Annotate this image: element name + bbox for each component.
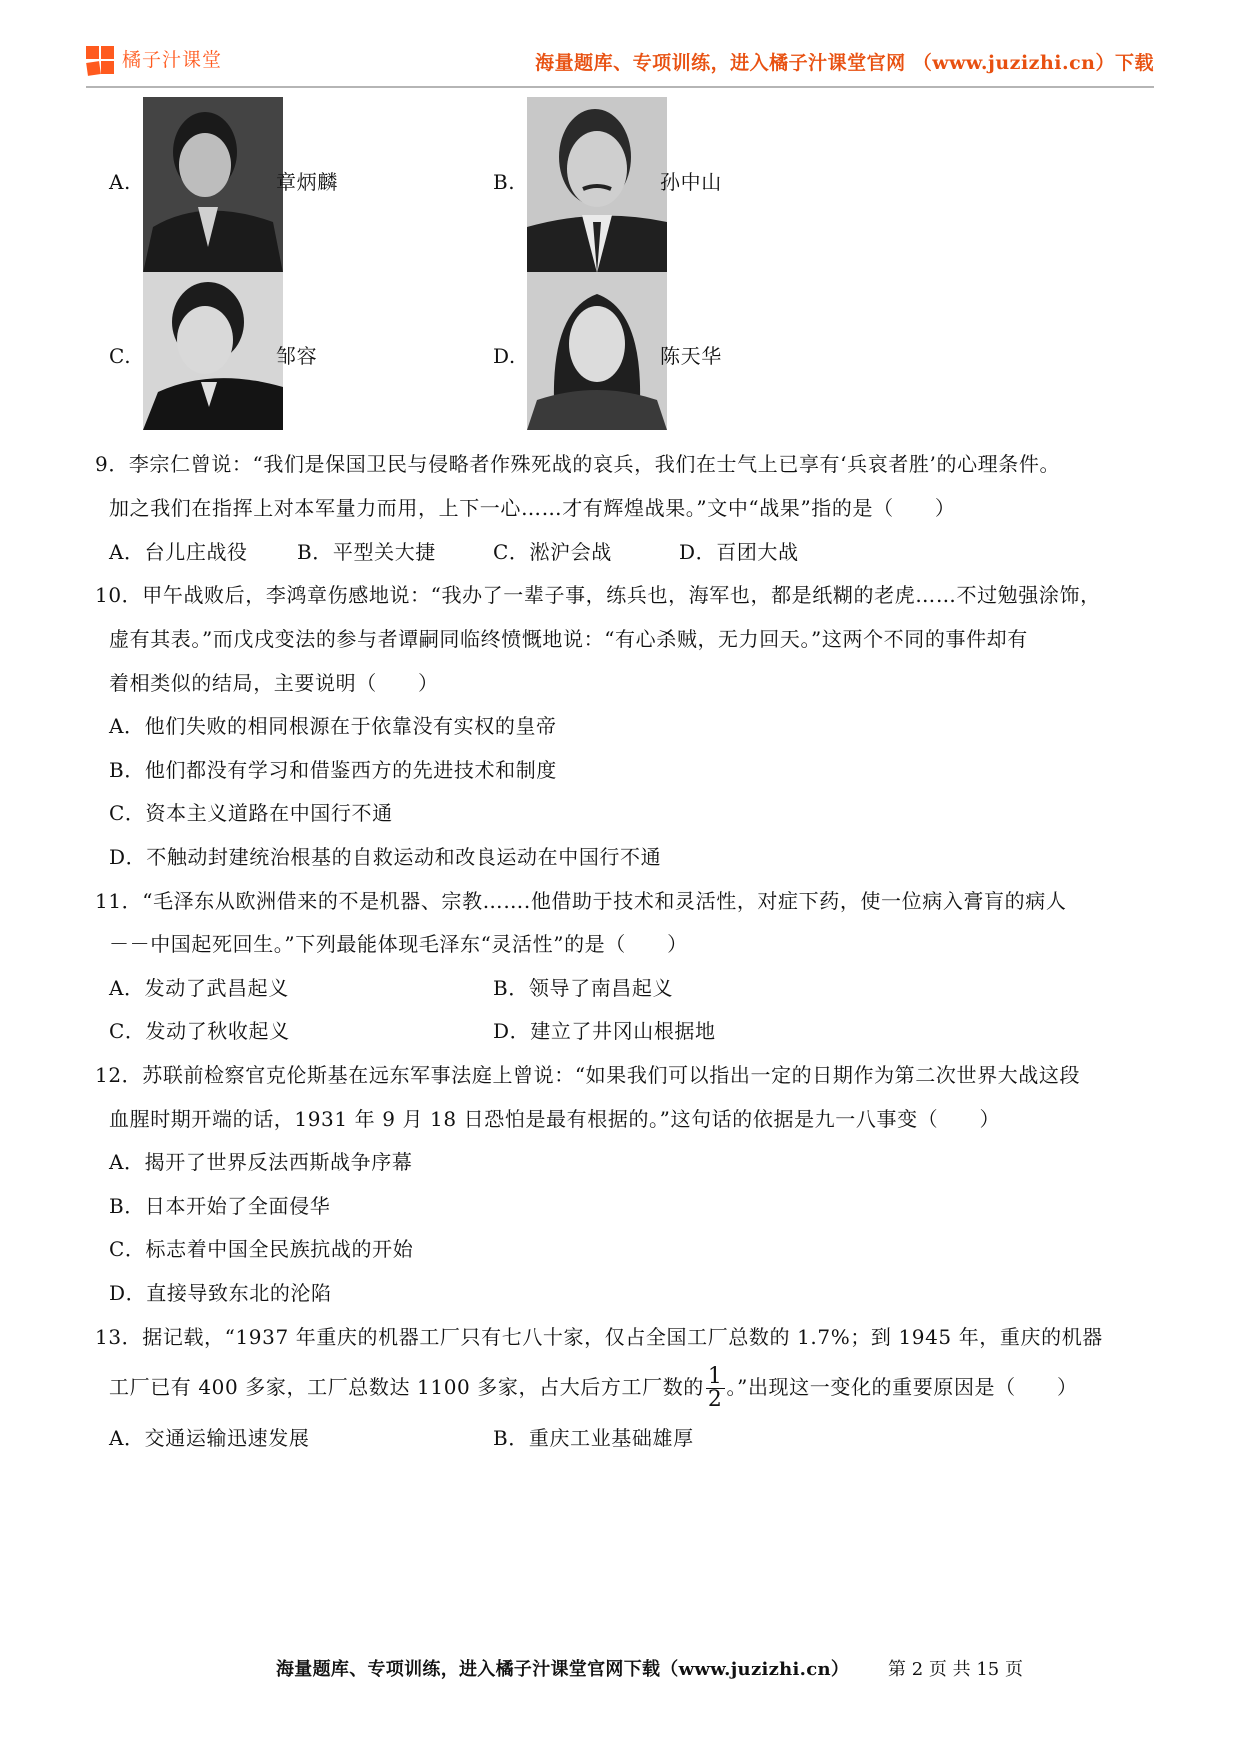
q9-option-d[interactable]: D．百团大战 [679,540,799,564]
option-name: 邹容 [276,344,318,368]
question-12-line: 12．苏联前检察官克伦斯基在远东军事法庭上曾说：“如果我们可以指出一定的日期作为第二次世界大战这段 [95,1063,1081,1087]
option-letter: A. [109,170,132,194]
q10-option-d[interactable]: D．不触动封建统治根基的自救运动和改良运动在中国行不通 [109,845,662,869]
q9-option-c[interactable]: C．淞沪会战 [493,540,612,564]
header-slogan[interactable]: 海量题库、专项训练，进入橘子汁课堂官网 （www.juzizhi.cn）下载 [535,52,1154,74]
q11-option-a[interactable]: A．发动了武昌起义 [109,976,289,1000]
portrait-image [527,97,667,273]
fraction [706,1366,725,1411]
q10-option-b[interactable]: B．他们都没有学习和借鉴西方的先进技术和制度 [109,758,557,782]
page-number: 第 2 页 共 15 页 [888,1659,1023,1680]
q9-option-b[interactable]: B．平型关大捷 [297,540,436,564]
question-10-line: 10．甲午战败后，李鸿章伤感地说：“我办了一辈子事，练兵也，海军也，都是纸糊的老虎……不过勉强涂饰， [95,583,1101,607]
fraction-denominator: 2 [707,1387,723,1412]
footer-slogan[interactable]: 海量题库、专项训练，进入橘子汁课堂官网下载（www.juzizhi.cn） [276,1659,850,1680]
question-11-line: －－中国起死回生。”下列最能体现毛泽东“灵活性”的是（ ） [109,932,688,956]
question-13-line: 13．据记载，“1937 年重庆的机器工厂只有七八十家，仅占全国工厂总数的 1.7%；到 1945 年，重庆的机器 [95,1325,1103,1349]
option-name: 孙中山 [660,170,722,194]
portrait-image [143,97,283,273]
q12-option-d[interactable]: D．直接导致东北的沦陷 [109,1281,332,1305]
q11-option-b[interactable]: B．领导了南昌起义 [493,976,674,1000]
brand-name: 橘子汁课堂 [122,49,223,71]
question-10-line: 虚有其表。”而戊戌变法的参与者谭嗣同临终愤慨地说：“有心杀贼，无力回天。”这两个不同的事件却有 [109,627,1028,651]
option-name: 章炳麟 [276,170,338,194]
q10-option-a[interactable]: A．他们失败的相同根源在于依靠没有实权的皇帝 [109,714,557,738]
portrait-image [527,272,667,430]
q13-option-b[interactable]: B．重庆工业基础雄厚 [493,1426,694,1450]
option-letter: B. [493,170,516,194]
question-11-line: 11．“毛泽东从欧洲借来的不是机器、宗教…….他借助于技术和灵活性，对症下药，使一位病入膏肓的病人 [95,889,1067,913]
option-name: 陈天华 [660,344,722,368]
q10-option-c[interactable]: C．资本主义道路在中国行不通 [109,801,393,825]
portrait-image [143,272,283,430]
q12-option-c[interactable]: C．标志着中国全民族抗战的开始 [109,1237,414,1261]
q11-option-d[interactable]: D．建立了井冈山根据地 [493,1019,716,1043]
option-letter: D. [493,344,516,368]
question-9-line: 加之我们在指挥上对本军量力而用，上下一心……才有辉煌战果。”文中“战果”指的是（ ） [109,496,956,520]
brand-logo-icon [86,46,116,76]
fraction-numerator: 1 [707,1364,723,1389]
q9-option-a[interactable]: A．台儿庄战役 [109,540,248,564]
q13-option-a[interactable]: A．交通运输迅速发展 [109,1426,310,1450]
q12-option-a[interactable]: A．揭开了世界反法西斯战争序幕 [109,1150,413,1174]
question-9-line: 9．李宗仁曾说：“我们是保国卫民与侵略者作殊死战的哀兵，我们在士气上已享有‘兵哀者胜’的心理条件。 [95,452,1061,476]
q13-text-before: 工厂已有 400 多家，工厂总数达 1100 多家，占大后方工厂数的 [109,1375,704,1399]
question-10-line: 着相类似的结局，主要说明（ ） [109,671,439,695]
q13-text-after: 。”出现这一变化的重要原因是（ ） [726,1375,1078,1399]
question-12-line: 血腥时期开端的话，1931 年 9 月 18 日恐怕是最有根据的。”这句话的依据是九一八事变（ ） [109,1107,1001,1131]
q11-option-c[interactable]: C．发动了秋收起义 [109,1019,290,1043]
option-letter: C. [109,344,132,368]
page-header [86,38,1154,88]
q12-option-b[interactable]: B．日本开始了全面侵华 [109,1194,331,1218]
question-13-line [109,1366,1078,1411]
